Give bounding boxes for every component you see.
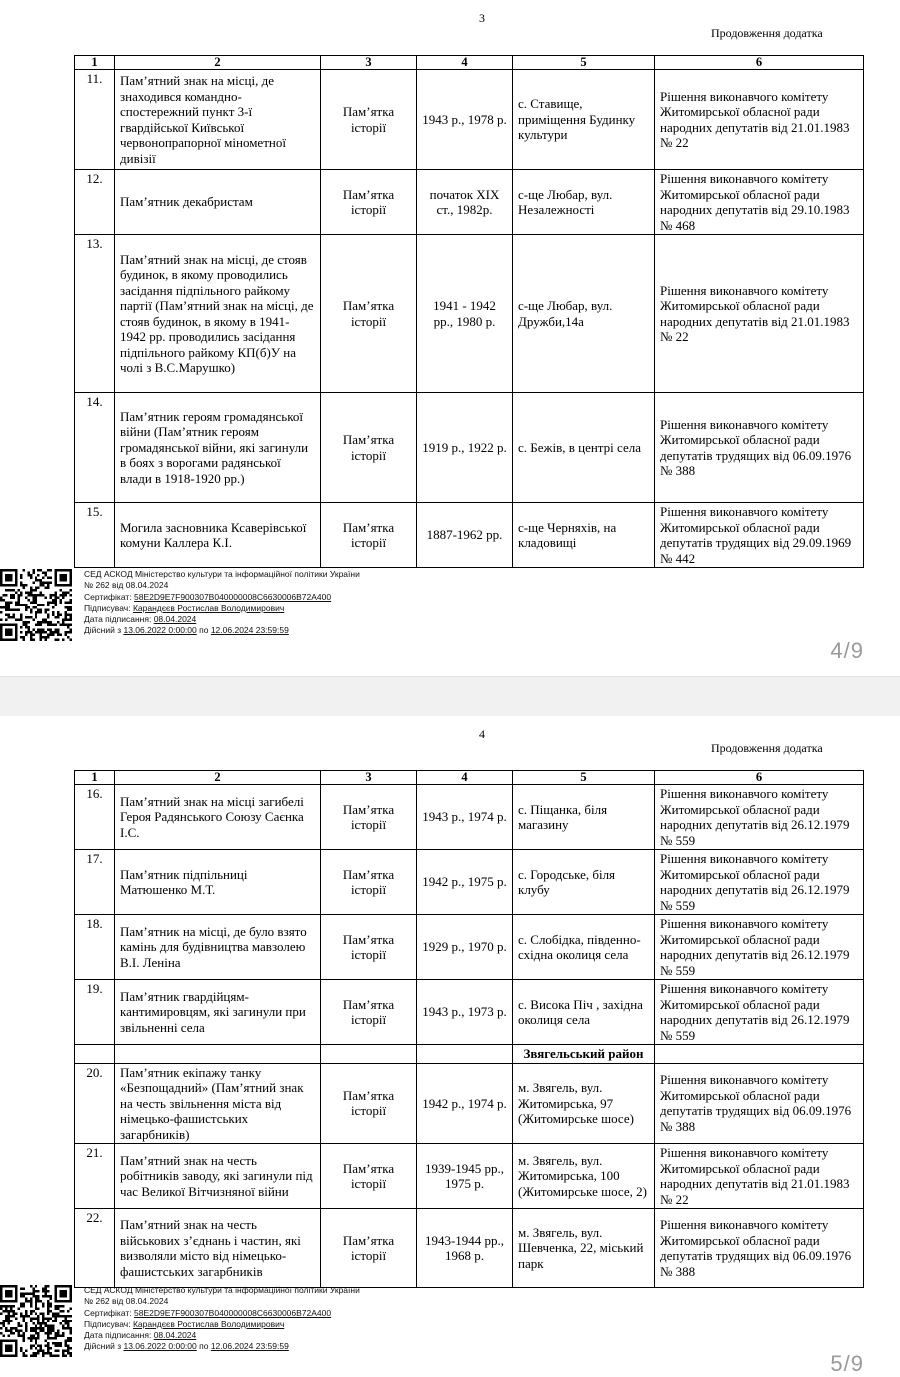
empty-cell [75,1045,115,1064]
stamp-certificate [84,592,360,603]
signer-name: Карандєєв Ростислав Володимирович [132,602,285,613]
stamp-validity [84,1341,360,1352]
column-header: 6 [655,56,864,70]
row-number: 11. [75,70,115,170]
monument-location: с. Піщанка, біля магазину [513,785,655,850]
row-number: 15. [75,503,115,568]
district-name: Звягельський район [513,1045,655,1064]
stamp-document-number: № 262 від 08.04.2024 [84,1296,169,1307]
monument-name: Пам’ятний знак на місці, де знаходився командно-спостережний пункт 3-ї гвардійської Київської червонопрапорної мінометної дивізії [115,70,321,170]
registration-decision: Рішення виконавчого комітету Житомирської обласної ради народних депутатів від 26.12.1979 № 559 [655,915,864,980]
registration-decision: Рішення виконавчого комітету Житомирської обласної ради депутатів трудящих від 06.09.1976 № 388 [655,1063,864,1144]
valid-from: 13.06.2022 0:00:00 [123,1341,197,1352]
registration-decision: Рішення виконавчого комітету Житомирської обласної ради народних депутатів від 29.10.1983 № 468 [655,170,864,235]
column-header: 5 [513,771,655,785]
stamp-certificate [84,1308,360,1319]
monument-name: Пам’ятник екіпажу танку «Безпощадний» (Пам’ятний знак на честь звільнення міста від німецько-фашистських загарбників) [115,1063,321,1144]
table-row [75,503,864,568]
stamp-system-line: СЕД АСКОД Міністерство культури та інформаційної політики України [84,569,360,579]
continuation-label: Продовження додатка [711,26,823,40]
row-number: 21. [75,1144,115,1209]
column-header: 1 [75,771,115,785]
qr-code-icon [0,1285,72,1357]
table-row [75,70,864,170]
monument-name: Пам’ятний знак на честь військових з’єднань і частин, які визволяли місто від німецько-фашистських загарбників [115,1209,321,1288]
sign-date-label: Дата підписання: [84,1330,152,1341]
table-row [75,785,864,850]
table-row [75,170,864,235]
monument-location: м. Звягель, вул. Житомирська, 97 (Житомирське шосе) [513,1063,655,1144]
row-number: 14. [75,393,115,503]
table-row [75,850,864,915]
column-header: 2 [115,56,321,70]
valid-from: 13.06.2022 0:00:00 [123,625,197,636]
monument-location: с. Ставище, приміщення Будинку культури [513,70,655,170]
certificate-id: 58E2D9E7F900307B040000008C6630006B72A400 [134,1307,332,1318]
signer-label: Підписувач: [84,1318,131,1329]
monument-name: Пам’ятник героям громадянської війни (Пам’ятник героям громадянської війни, які загинули в боях з ворогами радянської влади в 1918-1920 рр.) [115,393,321,503]
monument-date: 1942 р., 1975 р. [417,850,513,915]
stamp-validity [84,625,360,636]
certificate-label: Сертифікат: [84,1307,132,1318]
monument-location: с. Висока Піч , західна околиця села [513,980,655,1045]
monument-name: Пам’ятний знак на місці загибелі Героя Радянського Союзу Саєнка І.С. [115,785,321,850]
monument-date: 1943-1944 рр., 1968 р. [417,1209,513,1288]
row-number: 12. [75,170,115,235]
stamp-system-line: СЕД АСКОД Міністерство культури та інформаційної політики України [84,1285,360,1295]
sign-date: 08.04.2024 [153,614,197,625]
table-row [75,915,864,980]
registration-decision: Рішення виконавчого комітету Житомирської обласної ради депутатів трудящих від 06.09.1976 № 388 [655,1209,864,1288]
monument-date: 1919 р., 1922 р. [417,393,513,503]
registration-decision: Рішення виконавчого комітету Житомирської обласної ради народних депутатів від 26.12.1979 № 559 [655,980,864,1045]
table-header-row [75,771,864,785]
monument-date: 1942 р., 1974 р. [417,1063,513,1144]
valid-to: 12.06.2024 23:59:59 [210,625,289,636]
document-page-4 [0,716,900,1376]
monument-location: с-ще Любар, вул. Дружби,14а [513,235,655,393]
stamp-signer [84,1319,360,1330]
table-row [75,235,864,393]
monument-date: 1941 - 1942 рр., 1980 р. [417,235,513,393]
district-section-row [75,1045,864,1064]
empty-cell [321,1045,417,1064]
page-number: 3 [479,11,485,25]
page-number: 4 [479,727,485,741]
monument-name: Пам’ятник гвардійцям-кантимировцям, які загинули при звільненні села [115,980,321,1045]
row-number: 19. [75,980,115,1045]
monument-name: Пам’ятник декабристам [115,170,321,235]
monuments-table [74,55,864,568]
registration-decision: Рішення виконавчого комітету Житомирської обласної ради народних депутатів від 21.01.1983 № 22 [655,1144,864,1209]
empty-cell [655,1045,864,1064]
row-number: 16. [75,785,115,850]
table-row [75,980,864,1045]
monument-location: с. Слобідка, південно-східна околиця села [513,915,655,980]
table-header-row [75,56,864,70]
monument-type: Пам’ятка історії [321,235,417,393]
monument-name: Пам’ятник на місці, де було взято камінь для будівництва мавзолею В.І. Леніна [115,915,321,980]
monument-date: початок ХІХ ст., 1982р. [417,170,513,235]
qr-code-icon [0,569,72,641]
column-header: 4 [417,56,513,70]
signer-label: Підписувач: [84,602,131,613]
monument-date: 1943 р., 1978 р. [417,70,513,170]
row-number: 18. [75,915,115,980]
monument-type: Пам’ятка історії [321,393,417,503]
continuation-label: Продовження додатка [711,741,823,755]
column-header: 6 [655,771,864,785]
monument-location: с. Бежів, в центрі села [513,393,655,503]
monument-type: Пам’ятка історії [321,1144,417,1209]
row-number: 22. [75,1209,115,1288]
signer-name: Карандєєв Ростислав Володимирович [132,1318,285,1329]
stamp-sign-date [84,614,360,625]
row-number: 13. [75,235,115,393]
stamp-signer [84,603,360,614]
registration-decision: Рішення виконавчого комітету Житомирської обласної ради народних депутатів від 21.01.1983 № 22 [655,70,864,170]
registration-decision: Рішення виконавчого комітету Житомирської обласної ради депутатів трудящих від 06.09.1976 № 388 [655,393,864,503]
sign-date: 08.04.2024 [153,1330,197,1341]
page-counter: 4/9 [830,638,864,663]
monument-location: с-ще Черняхів, на кладовищі [513,503,655,568]
column-header: 1 [75,56,115,70]
monuments-table [74,770,864,1288]
page-counter: 5/9 [830,1351,864,1376]
monument-date: 1939-1945 рр., 1975 р. [417,1144,513,1209]
registration-decision: Рішення виконавчого комітету Житомирської обласної ради народних депутатів від 26.12.1979 № 559 [655,785,864,850]
monument-type: Пам’ятка історії [321,1209,417,1288]
column-header: 2 [115,771,321,785]
table-row [75,1144,864,1209]
validity-prefix: Дійсний з [84,625,122,636]
monument-type: Пам’ятка історії [321,850,417,915]
row-number: 20. [75,1063,115,1144]
e-signature-stamp [0,569,440,649]
monument-name: Пам’ятник підпільниці Матюшенко М.Т. [115,850,321,915]
certificate-label: Сертифікат: [84,591,132,602]
monument-name: Пам’ятний знак на честь робітників заводу, які загинули під час Великої Вітчизняної війни [115,1144,321,1209]
validity-mid: по [199,1341,209,1352]
stamp-sign-date [84,1330,360,1341]
monument-date: 1887-1962 рр. [417,503,513,568]
column-header: 5 [513,56,655,70]
empty-cell [115,1045,321,1064]
monument-location: с. Городське, біля клубу [513,850,655,915]
monument-date: 1943 р., 1974 р. [417,785,513,850]
valid-to: 12.06.2024 23:59:59 [210,1341,289,1352]
monument-type: Пам’ятка історії [321,915,417,980]
validity-prefix: Дійсний з [84,1341,122,1352]
monument-location: с-ще Любар, вул. Незалежності [513,170,655,235]
e-signature-stamp [0,1285,440,1365]
monument-location: м. Звягель, вул. Житомирська, 100 (Житомирське шосе, 2) [513,1144,655,1209]
column-header: 3 [321,56,417,70]
monument-date: 1929 р., 1970 р. [417,915,513,980]
table-row [75,1209,864,1288]
monument-location: м. Звягель, вул. Шевченка, 22, міський парк [513,1209,655,1288]
monument-type: Пам’ятка історії [321,170,417,235]
document-page-3 [0,0,900,676]
monument-type: Пам’ятка історії [321,503,417,568]
validity-mid: по [199,625,209,636]
stamp-document-number: № 262 від 08.04.2024 [84,580,169,591]
monument-name: Пам’ятний знак на місці, де стояв будинок, в якому проводились засідання підпільного райкому партії (Пам’ятний знак на місці, де стояв будинок, в якому в 1941-1942 рр. проводились засідання підпільного райкому КП(б)У на чолі з В.С.Марушко) [115,235,321,393]
monument-type: Пам’ятка історії [321,1063,417,1144]
monument-type: Пам’ятка історії [321,70,417,170]
column-header: 3 [321,771,417,785]
empty-cell [417,1045,513,1064]
monument-name: Могила засновника Ксаверівської комуни Каллера К.І. [115,503,321,568]
monument-type: Пам’ятка історії [321,980,417,1045]
sign-date-label: Дата підписання: [84,614,152,625]
page-separator [0,676,900,717]
monument-type: Пам’ятка історії [321,785,417,850]
registration-decision: Рішення виконавчого комітету Житомирської обласної ради депутатів трудящих від 29.09.1969 № 442 [655,503,864,568]
table-row [75,1063,864,1144]
registration-decision: Рішення виконавчого комітету Житомирської обласної ради народних депутатів від 26.12.1979 № 559 [655,850,864,915]
monument-date: 1943 р., 1973 р. [417,980,513,1045]
table-row [75,393,864,503]
certificate-id: 58E2D9E7F900307B040000008C6630006B72A400 [134,591,332,602]
row-number: 17. [75,850,115,915]
registration-decision: Рішення виконавчого комітету Житомирської обласної ради народних депутатів від 21.01.1983 № 22 [655,235,864,393]
column-header: 4 [417,771,513,785]
